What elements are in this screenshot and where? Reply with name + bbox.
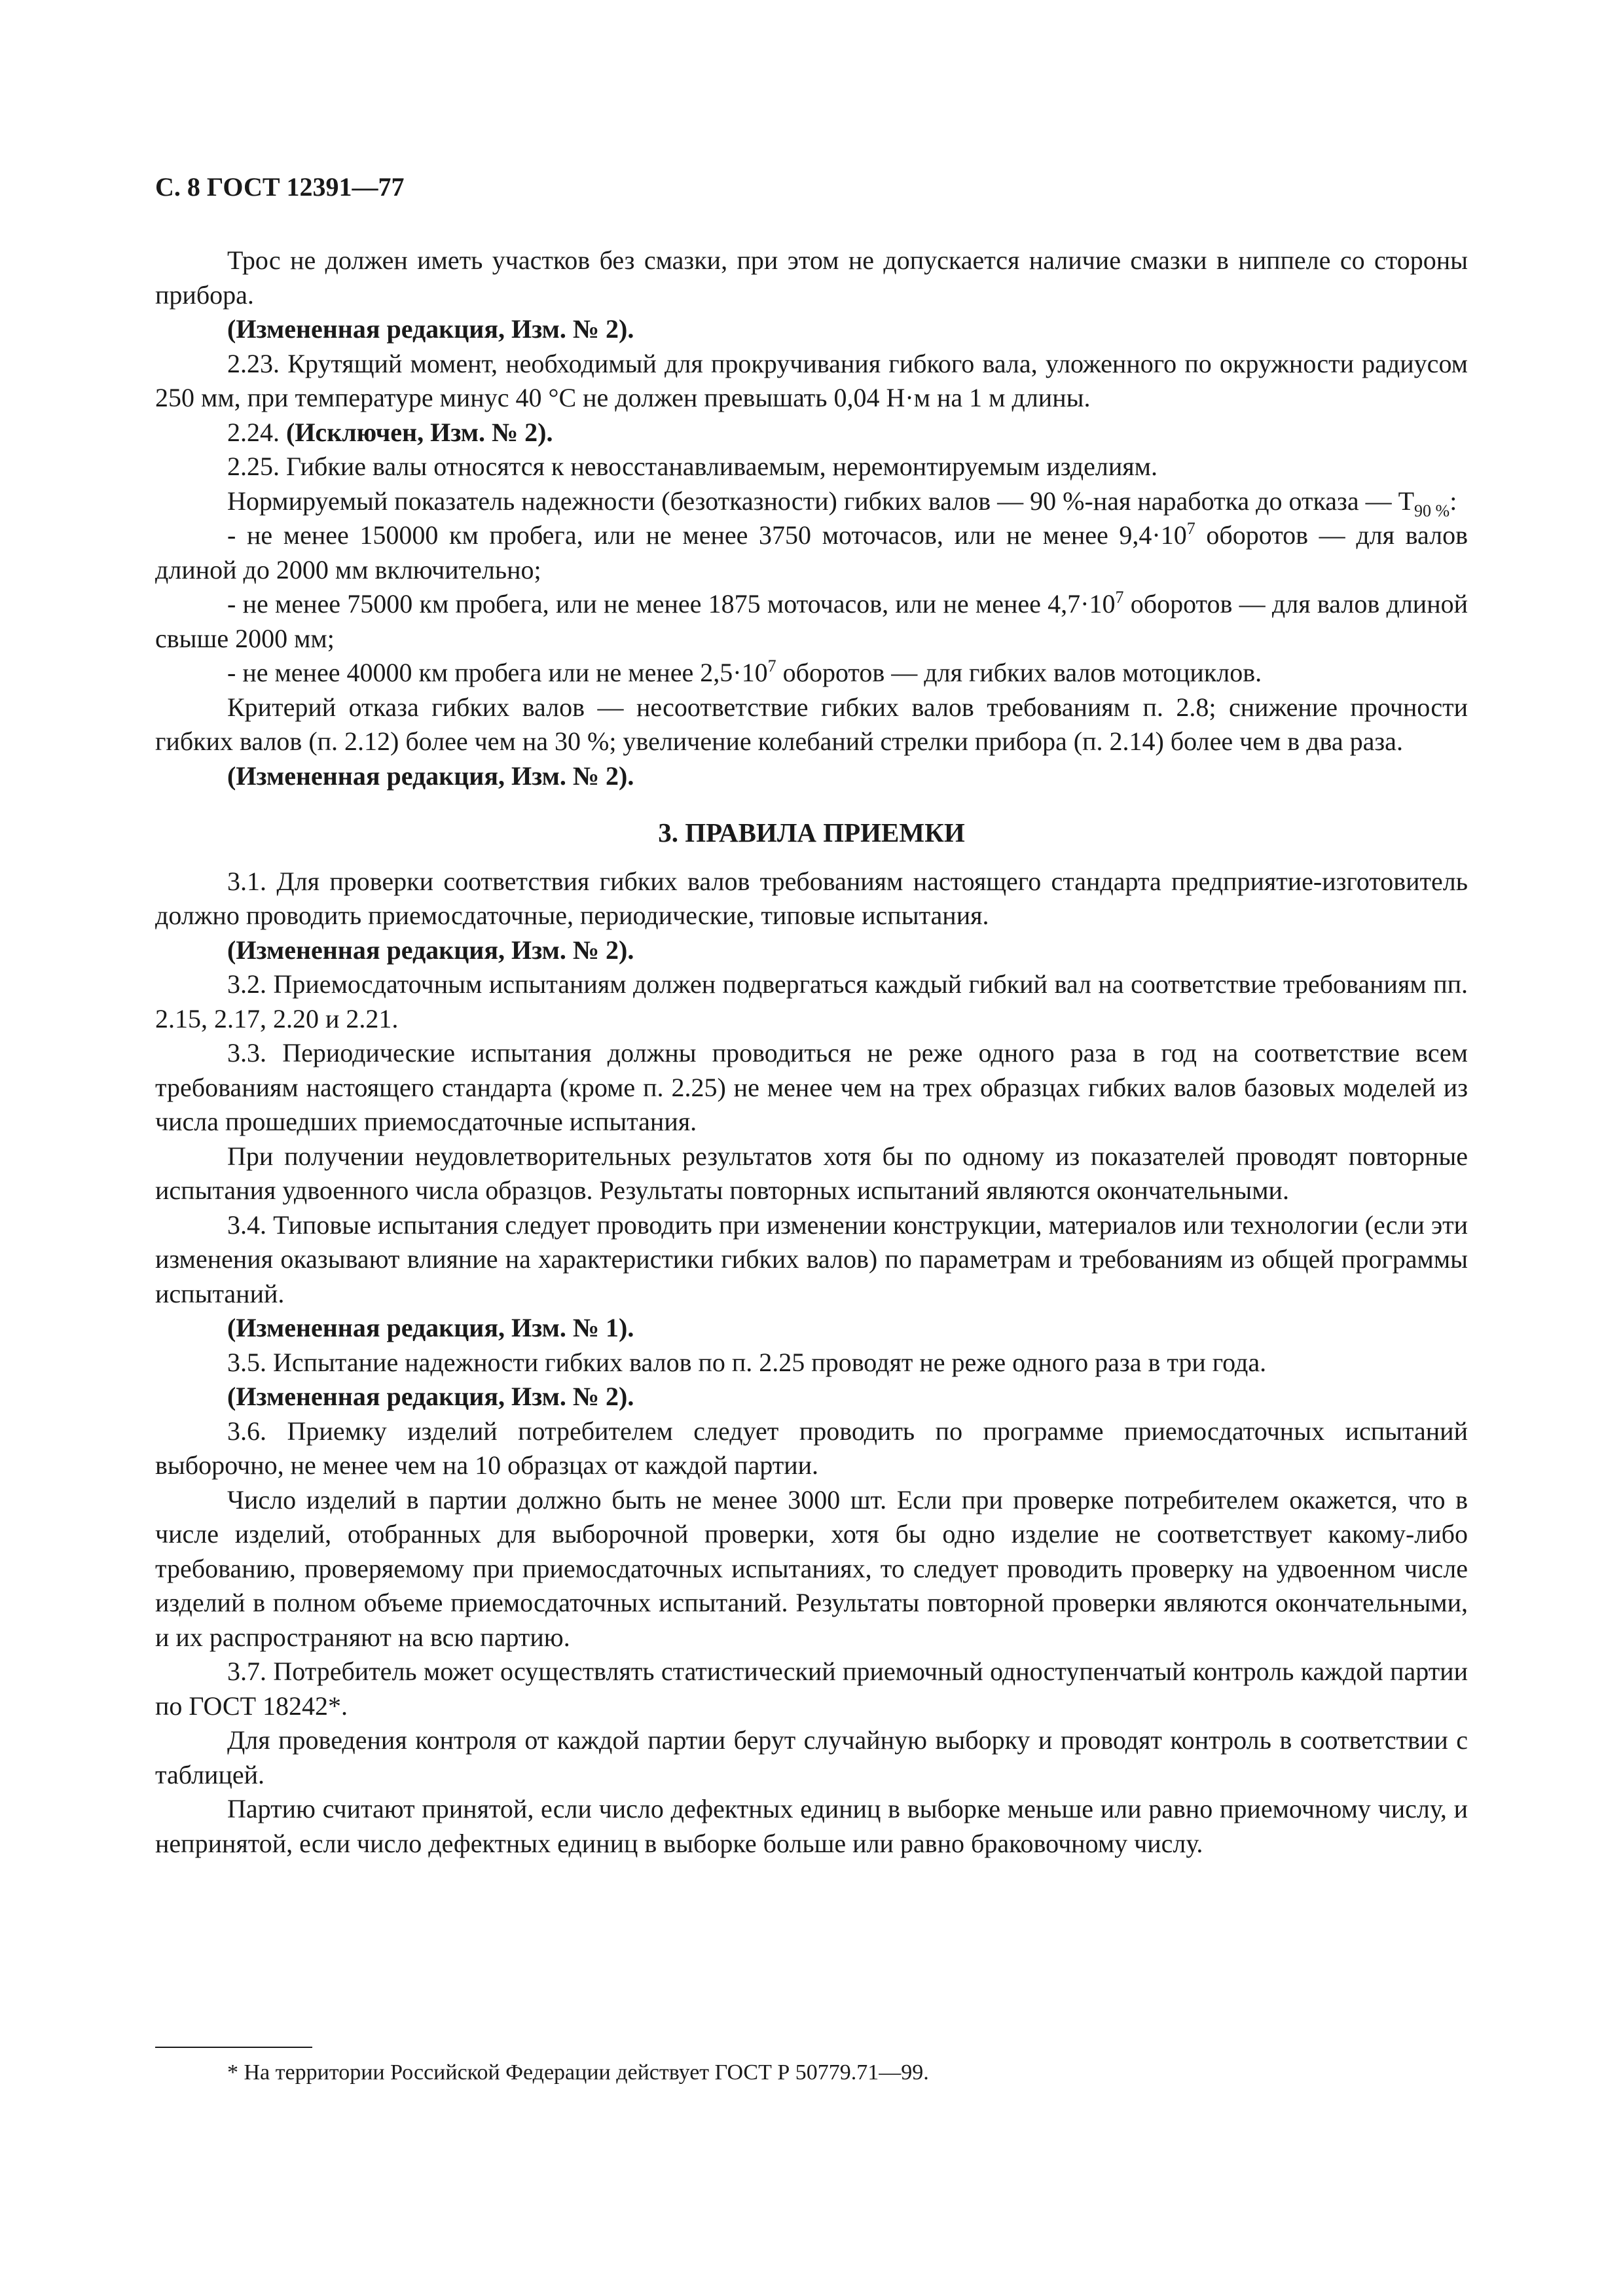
paragraph: 3.1. Для проверки соответствия гибких валов требованиям настоящего стандарта предприятие-изготовитель должно проводить приемосдаточные, периодические, типовые испытания. [155, 866, 1468, 930]
paragraph: 3.5. Испытание надежности гибких валов по п. 2.25 проводят не реже одного раза в три года. [227, 1347, 1267, 1377]
paragraph: Число изделий в партии должно быть не менее 3000 шт. Если при проверке потребителем окажется, что в числе изделий, отобранных для выборочной проверки, хотя бы одно изделие не соответствует какому-либо требованию, проверяемому при приемосдаточных испытаниях, то следует проводить проверку на удвоенном числе изделий в полном объеме приемосдаточных испытаний. Результаты повторной проверки являются окончательными, и их распространяют на всю партию. [155, 1484, 1468, 1652]
clause-number: 2.24. [227, 417, 286, 447]
subscript: 90 % [1414, 501, 1450, 520]
list-item [155, 518, 1468, 587]
paragraph: 3.2. Приемосдаточным испытаниям должен подвергаться каждый гибкий вал на соответствие требованиям пп. 2.15, 2.17, 2.20 и 2.21. [155, 969, 1468, 1033]
list-item-tail: оборотов — для гибких валов мотоциклов. [776, 658, 1262, 687]
paragraph-text: Нормируемый показатель надежности (безотказности) гибких валов — 90 %-ная наработка до отказа — Т [227, 486, 1415, 516]
superscript: 7 [767, 656, 776, 675]
paragraph: Трос не должен иметь участков без смазки, при этом не допускается наличие смазки в ниппеле со стороны прибора. [155, 245, 1468, 310]
amendment-note: (Измененная редакция, Изм. № 2). [227, 1382, 634, 1411]
footnote: * На территории Российской Федерации действует ГОСТ Р 50779.71—99. [227, 2060, 929, 2085]
paragraph-2-24 [155, 416, 1468, 450]
paragraph: При получении неудовлетворительных результатов хотя бы по одному из показателей проводят повторные испытания удвоенного числа образцов. Результаты повторных испытаний являются окончательными. [155, 1141, 1468, 1205]
section-title: 3. ПРАВИЛА ПРИЕМКИ [658, 817, 965, 848]
page-header: С. 8 ГОСТ 12391—77 [155, 172, 405, 202]
paragraph: 3.7. Потребитель может осуществлять статистический приемочный одноступенчатый контроль каждой партии по ГОСТ 18242*. [155, 1657, 1468, 1721]
paragraph: 3.4. Типовые испытания следует проводить при изменении конструкции, материалов или технологии (если эти изменения оказывают влияние на характеристики гибких валов) по параметрам и требованиям из общей программы испытаний. [155, 1210, 1468, 1308]
footnote-divider [155, 2047, 312, 2048]
paragraph: 3.6. Приемку изделий потребителем следует проводить по программе приемосдаточных испытаний выборочно, не менее чем на 10 образцах от каждой партии. [155, 1416, 1468, 1480]
paragraph-text-tail: : [1450, 486, 1457, 516]
amendment-note: (Измененная редакция, Изм. № 1). [227, 1313, 634, 1342]
list-item [155, 587, 1468, 656]
amendment-note: (Измененная редакция, Изм. № 2). [227, 314, 634, 344]
paragraph: Критерий отказа гибких валов — несоответствие гибких валов требованиям п. 2.8; снижение прочности гибких валов (п. 2.12) более чем на 30 %; увеличение колебаний стрелки прибора (п. 2.14) более чем в два раза. [155, 692, 1468, 756]
paragraph: 2.23. Крутящий момент, необходимый для прокручивания гибкого вала, уложенного по окружности радиусом 250 мм, при температуре минус 40 °С не должен превышать 0,04 Н·м на 1 м длины. [155, 348, 1468, 412]
paragraph-reliability [155, 484, 1468, 519]
amendment-note: (Измененная редакция, Изм. № 2). [227, 761, 634, 791]
paragraph: 2.25. Гибкие валы относятся к невосстанавливаемым, неремонтируемым изделиям. [227, 452, 1158, 481]
amendment-note: (Измененная редакция, Изм. № 2). [227, 935, 634, 965]
list-item [155, 656, 1468, 691]
document-body [155, 243, 1468, 1861]
list-item-tail: оборотов — для валов длиной свыше 2000 мм; [155, 589, 1468, 653]
excluded-note: (Исключен, Изм. № 2). [286, 417, 553, 447]
paragraph: Для проведения контроля от каждой партии берут случайную выборку и проводят контроль в соответствии с таблицей. [155, 1725, 1468, 1789]
list-item-text: - не менее 75000 км пробега, или не менее 1875 моточасов, или не менее 4,7·10 [227, 589, 1116, 619]
superscript: 7 [1186, 519, 1195, 538]
list-item-text: - не менее 150000 км пробега, или не менее 3750 моточасов, или не менее 9,4·10 [227, 520, 1187, 550]
list-item-text: - не менее 40000 км пробега или не менее 2,5·10 [227, 658, 768, 687]
superscript: 7 [1115, 588, 1124, 607]
paragraph: Партию считают принятой, если число дефектных единиц в выборке меньше или равно приемочному числу, и непринятой, если число дефектных единиц в выборке больше или равно браковочному числу. [155, 1794, 1468, 1858]
list-item-tail: оборотов — для валов длиной до 2000 мм включительно; [155, 520, 1468, 584]
paragraph: 3.3. Периодические испытания должны проводиться не реже одного раза в год на соответствие всем требованиям настоящего стандарта (кроме п. 2.25) не менее чем на трех образцах гибких валов базовых моделей из числа прошедших приемосдаточные испытания. [155, 1038, 1468, 1136]
